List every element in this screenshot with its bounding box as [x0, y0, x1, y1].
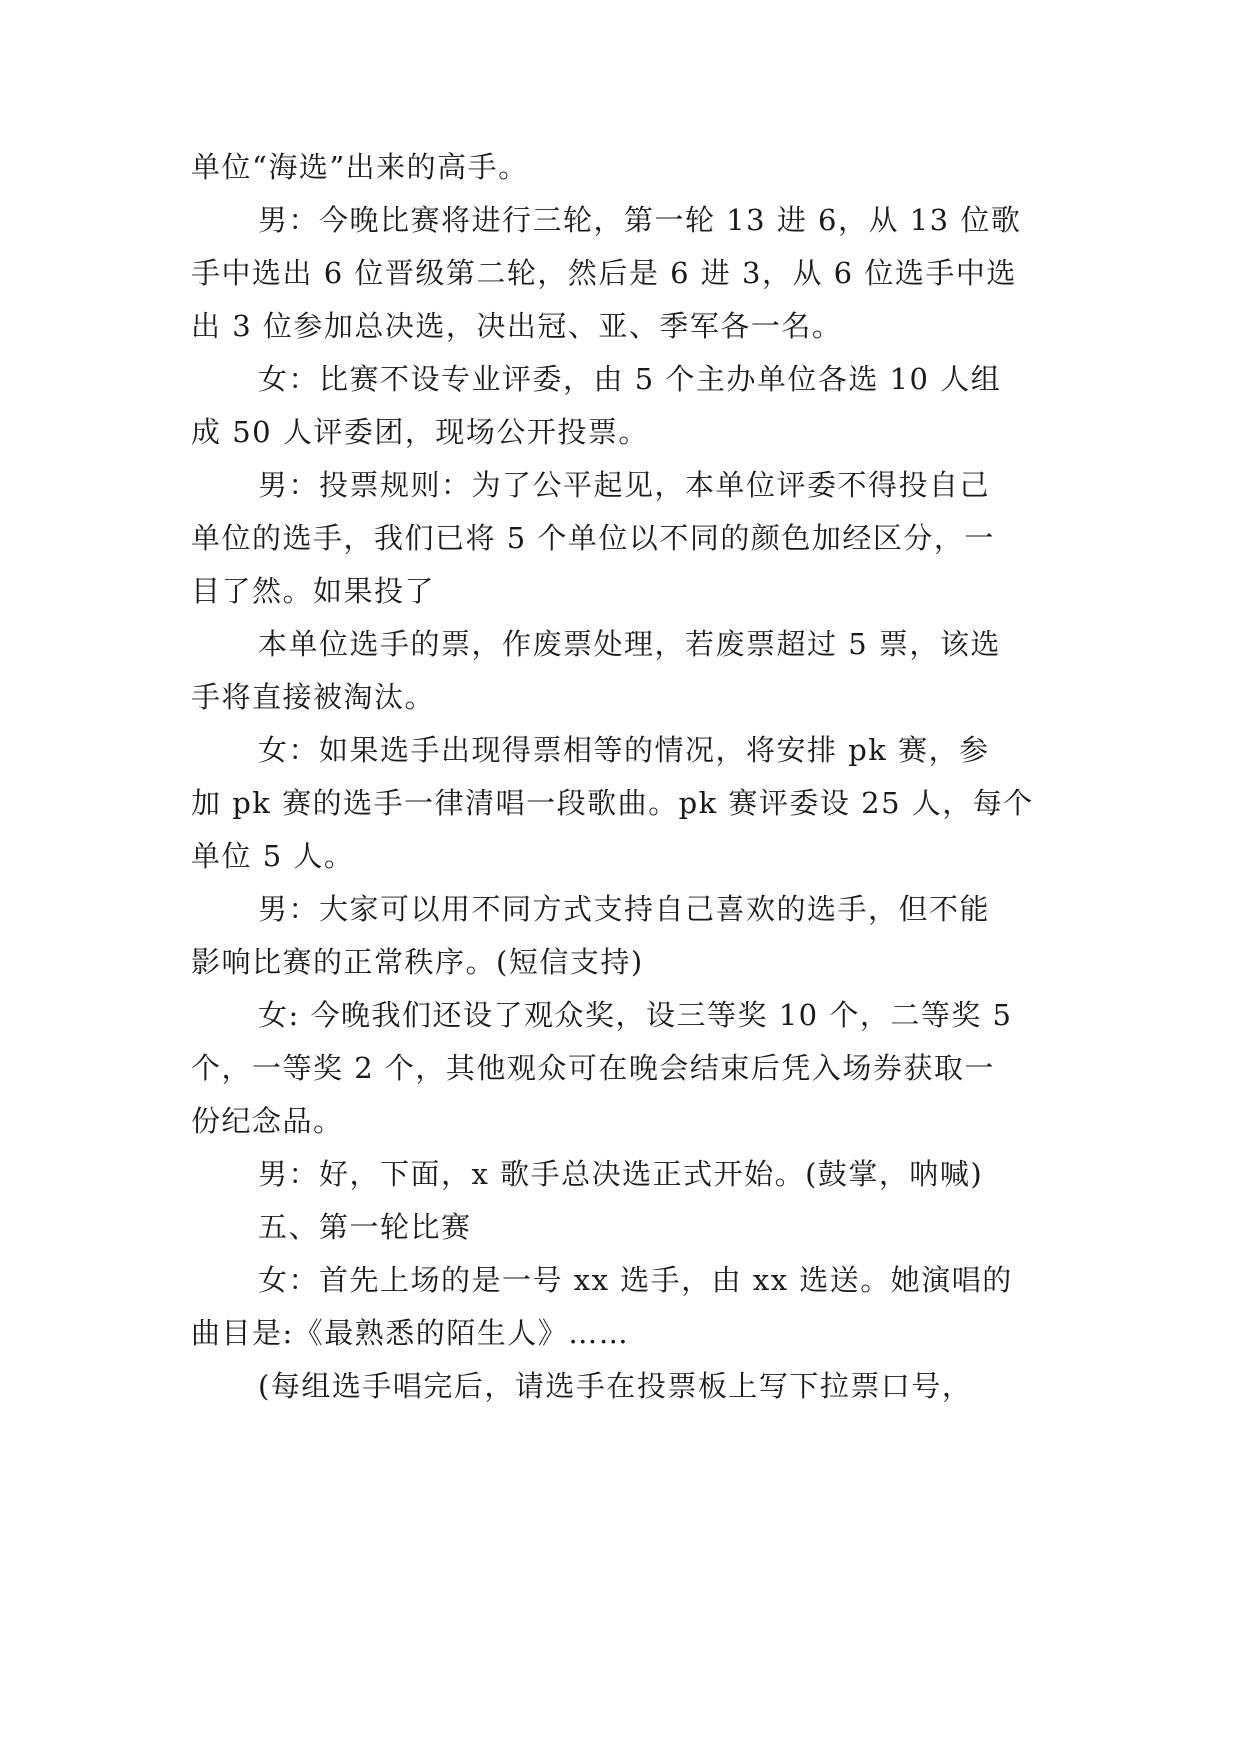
- text-line-6: 成 50 人评委团，现场公开投票。: [191, 415, 649, 449]
- text-line-1: 单位“海选”出来的高手。: [191, 150, 529, 184]
- text-line-19: 份纪念品。: [191, 1104, 344, 1138]
- text-line-8: 单位的选手，我们已将 5 个单位以不同的颜色加经区分，一: [191, 521, 995, 555]
- text-line-4: 出 3 位参加总决选，决出冠、亚、季军各一名。: [191, 309, 843, 343]
- text-line-3: 手中选出 6 位晋级第二轮，然后是 6 进 3，从 6 位选手中选: [191, 256, 1017, 290]
- text-line-2: 男：今晚比赛将进行三轮，第一轮 13 进 6，从 13 位歌: [258, 203, 1022, 237]
- text-line-7: 男：投票规则：为了公平起见，本单位评委不得投自己: [258, 468, 991, 502]
- text-line-23: 曲目是:《最熟悉的陌生人》……: [191, 1316, 630, 1350]
- text-line-5: 女：比赛不设专业评委，由 5 个主办单位各选 10 人组: [258, 362, 1002, 396]
- text-line-10: 本单位选手的票，作废票处理，若废票超过 5 票，该选: [258, 627, 1001, 661]
- text-line-11: 手将直接被淘汰。: [191, 680, 436, 714]
- text-line-22: 女：首先上场的是一号 xx 选手，由 xx 选送。她演唱的: [258, 1263, 1013, 1297]
- text-line-13: 加 pk 赛的选手一律清唱一段歌曲。pk 赛评委设 25 人，每个: [191, 786, 1034, 820]
- text-line-17: 女: 今晚我们还设了观众奖，设三等奖 10 个，二等奖 5: [258, 998, 1013, 1032]
- text-line-9: 目了然。如果投了: [191, 574, 436, 608]
- text-line-21: 五、第一轮比赛: [258, 1210, 472, 1244]
- text-line-14: 单位 5 人。: [191, 839, 355, 873]
- text-line-16: 影响比赛的正常秩序。(短信支持): [191, 945, 644, 979]
- text-line-15: 男：大家可以用不同方式支持自己喜欢的选手，但不能: [258, 892, 991, 926]
- text-line-12: 女：如果选手出现得票相等的情况，将安排 pk 赛，参: [258, 733, 990, 767]
- text-line-20: 男：好，下面，x 歌手总决选正式开始。(鼓掌，呐喊): [258, 1157, 984, 1191]
- text-line-24: (每组选手唱完后，请选手在投票板上写下拉票口号，: [258, 1369, 973, 1403]
- text-line-18: 个，一等奖 2 个，其他观众可在晚会结束后凭入场券获取一: [191, 1051, 995, 1085]
